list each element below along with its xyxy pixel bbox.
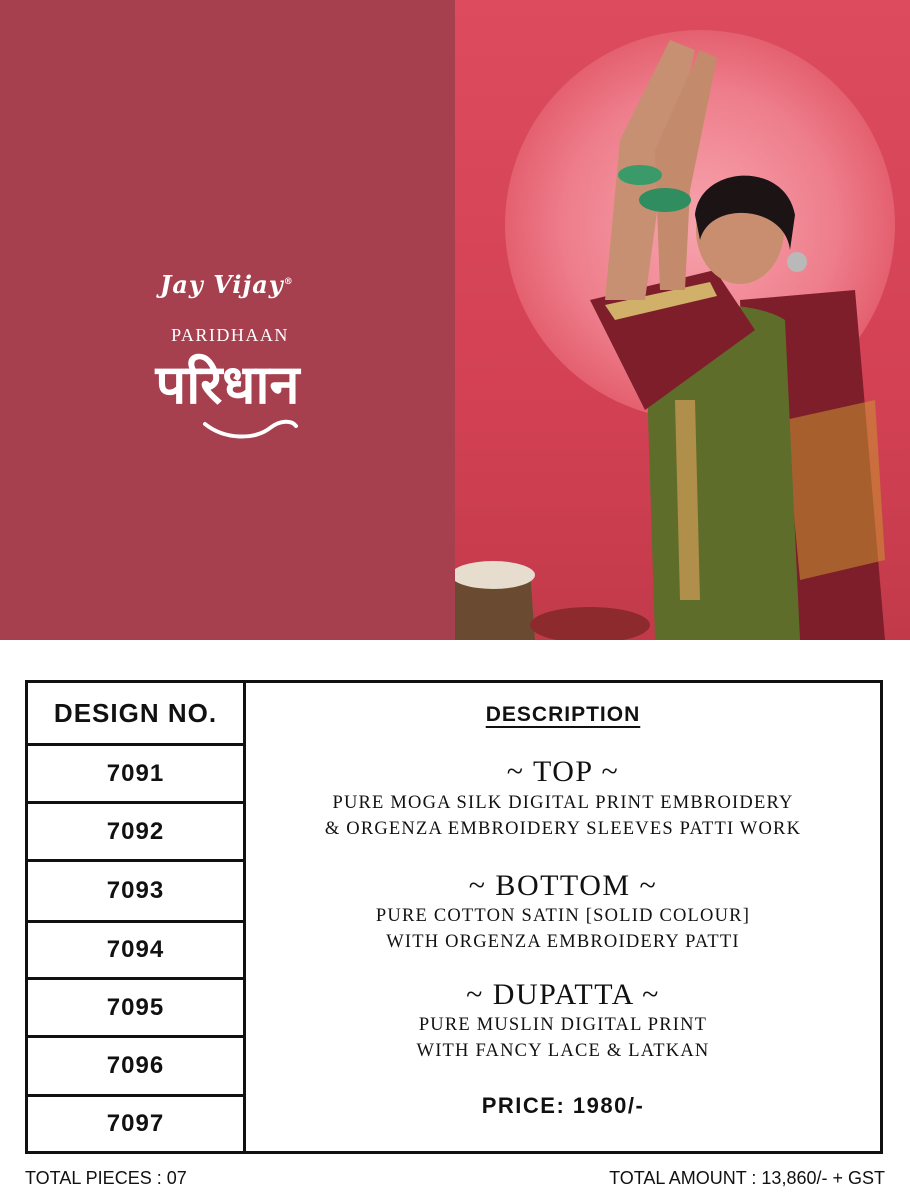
section-line: PURE MOGA SILK DIGITAL PRINT EMBROIDERY [332, 793, 794, 813]
design-number-cell: 7095 [28, 980, 243, 1038]
section-title-bottom: ~ BOTTOM ~ [468, 869, 658, 902]
earring [787, 252, 807, 272]
collection-name-english: PARIDHAAN [171, 325, 289, 345]
design-number-column [28, 683, 246, 1151]
design-number-cell: 7096 [28, 1038, 243, 1097]
bangles-right [639, 188, 691, 212]
section-line: WITH ORGENZA EMBROIDERY PATTI [386, 932, 740, 952]
swash-ornament-icon [200, 402, 300, 442]
section-line: PURE MUSLIN DIGITAL PRINT [418, 1015, 708, 1035]
product-table [25, 680, 883, 1154]
section-title-dupatta: ~ DUPATTA ~ [466, 978, 660, 1011]
collection-name-hindi: परिधान [155, 353, 300, 416]
dupatta-print [785, 400, 885, 580]
design-number-header: DESIGN NO. [28, 683, 243, 746]
brand-logo [160, 270, 300, 299]
total-amount: TOTAL AMOUNT : 13,860/- + GST [609, 1168, 885, 1188]
design-number-cell: 7093 [28, 862, 243, 923]
design-number-cell: 7094 [28, 923, 243, 980]
price-label: PRICE: 1980/- [481, 1093, 645, 1118]
chili-pile [530, 607, 650, 640]
total-pieces: TOTAL PIECES : 07 [25, 1168, 187, 1188]
design-number-cell: 7092 [28, 804, 243, 862]
model-illustration [455, 0, 910, 640]
design-number-cell: 7097 [106, 1110, 165, 1137]
section-line: & ORGENZA EMBROIDERY SLEEVES PATTI WORK [324, 819, 802, 839]
brand-panel [0, 0, 455, 640]
description-header [246, 703, 880, 727]
model-photo [455, 0, 910, 640]
description-column [246, 683, 880, 1151]
section-line: WITH FANCY LACE & LATKAN [416, 1041, 710, 1061]
bangles-left [618, 165, 662, 185]
design-number-cell: 7091 [28, 746, 243, 804]
registered-mark: ® [283, 277, 294, 287]
section-title-top: ~ TOP ~ [506, 755, 620, 788]
section-line: PURE COTTON SATIN [SOLID COLOUR] [375, 906, 751, 926]
description-header-text: DESCRIPTION [485, 703, 641, 726]
brand-logo-text: Jay Vijay [160, 270, 284, 299]
